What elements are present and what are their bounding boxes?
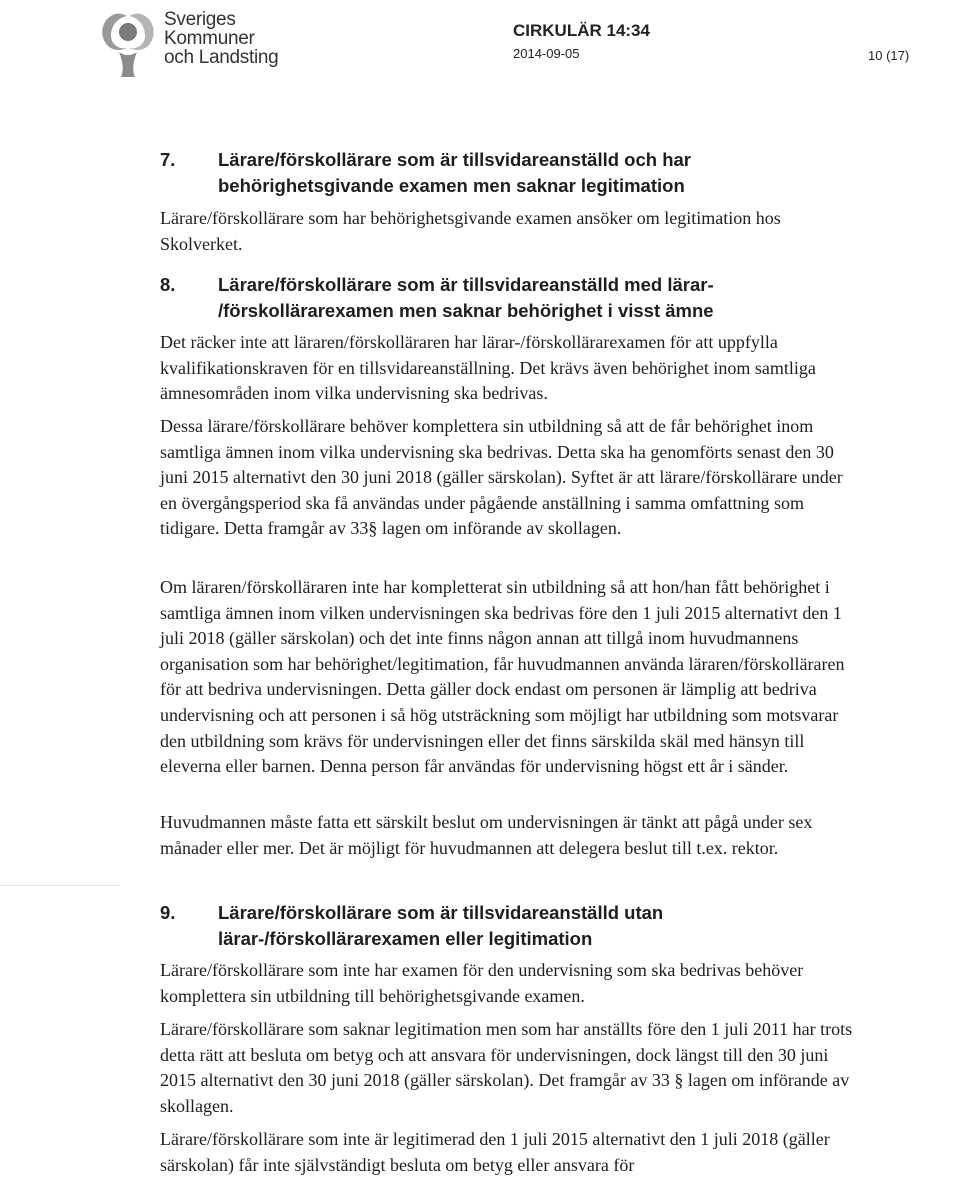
org-logo-text xyxy=(164,10,278,67)
circular-title: CIRKULÄR 14:34 xyxy=(513,21,650,40)
paragraph: Lärare/förskollärare som inte är legitimerad den 1 juli 2015 alternativt den 1 juli 2018 (gäller särskolan) får inte självständigt besluta om betyg eller ansvara för xyxy=(160,1129,830,1175)
skl-logo-icon xyxy=(97,6,159,78)
org-name-line1: Sveriges xyxy=(164,9,236,30)
section-heading: Lärare/förskollärare som är tillsvidareanställd och har behörighetsgivande examen men saknar legitimation xyxy=(218,149,691,196)
paragraph: Lärare/förskollärare som har behörighetsgivande examen ansöker om legitimation hos Skolverket. xyxy=(160,208,781,254)
paragraph: Det räcker inte att läraren/förskolläraren har lärar-/förskollärarexamen för att uppfylla kvalifikationskraven för en tillsvidareanställning. Det krävs även behörighet inom samtliga ämnesområden inom vilka undervisning ska bedrivas. xyxy=(160,332,816,404)
page-number: 10 (17) xyxy=(868,48,910,63)
section-number: 7. xyxy=(160,149,176,170)
margin-mark xyxy=(0,885,120,886)
page-header xyxy=(0,0,960,90)
section-heading: Lärare/förskollärare som är tillsvidareanställd med lärar- /förskollärarexamen men saknar behörighet i visst ämne xyxy=(218,274,714,321)
section-number: 9. xyxy=(160,902,176,923)
paragraph: Lärare/förskollärare som inte har examen för den undervisning som ska bedrivas behöver komplettera sin utbildning till behörighetsgivande examen. xyxy=(160,960,804,1006)
paragraph: Lärare/förskollärare som saknar legitimation men som har anställts före den 1 juli 2011 har trots detta rätt att besluta om betyg och att ansvara för undervisningen, dock längst till den 30 juni 2015 alternativt den 30 juni 2018 (gäller särskolan). Det framgår av 33 § lagen om införande av skollagen. xyxy=(160,1019,853,1116)
org-name-line3: och Landsting xyxy=(164,47,279,68)
circular-date: 2014-09-05 xyxy=(513,46,580,61)
paragraph: Dessa lärare/förskollärare behöver komplettera sin utbildning så att de får behörighet inom samtliga ämnen inom vilka undervisning ska bedrivas. Detta ska ha genomförts senast den 30 juni 2015 alternativt den 30 juni 2018 (gäller särskolan). Syftet är att lärare/förskollärare under en övergångsperiod ska få användas under pågående anställning i samma omfattning som tidigare. Detta framgår av 33§ lagen om införande av skollagen. xyxy=(160,416,843,539)
section-heading: Lärare/förskollärare som är tillsvidareanställd utan lärar-/förskollärarexamen eller legitimation xyxy=(218,902,664,949)
section-number: 8. xyxy=(160,274,176,295)
paragraph: Huvudmannen måste fatta ett särskilt beslut om undervisningen är tänkt att pågå under sex månader eller mer. Det är möjligt för huvudmannen att delegera beslut till t.ex. rektor. xyxy=(160,812,813,858)
org-name-line2: Kommuner xyxy=(164,28,255,49)
paragraph: Om läraren/förskolläraren inte har kompletterat sin utbildning så att hon/han fått behörighet i samtliga ämnen inom vilken undervisningen ska bedrivas före den 1 juli 2015 alternativt den 1 juli 2018 (gäller särskolan) och det inte finns någon annan att tillgå inom huvudmannens organisation som har behörighet/legitimation, får huvudmannen använda läraren/förskolläraren för att bedriva undervisningen. Detta gäller dock endast om personen är lämplig att bedriva undervisning och att personen i så hög utsträckning som möjligt har utbildning som motsvarar den utbildning som krävs för undervisningen eller det finns särskilda skäl med hänsyn till eleverna eller barnen. Denna person får användas för undervisning högst ett år i sänder. xyxy=(160,577,845,777)
